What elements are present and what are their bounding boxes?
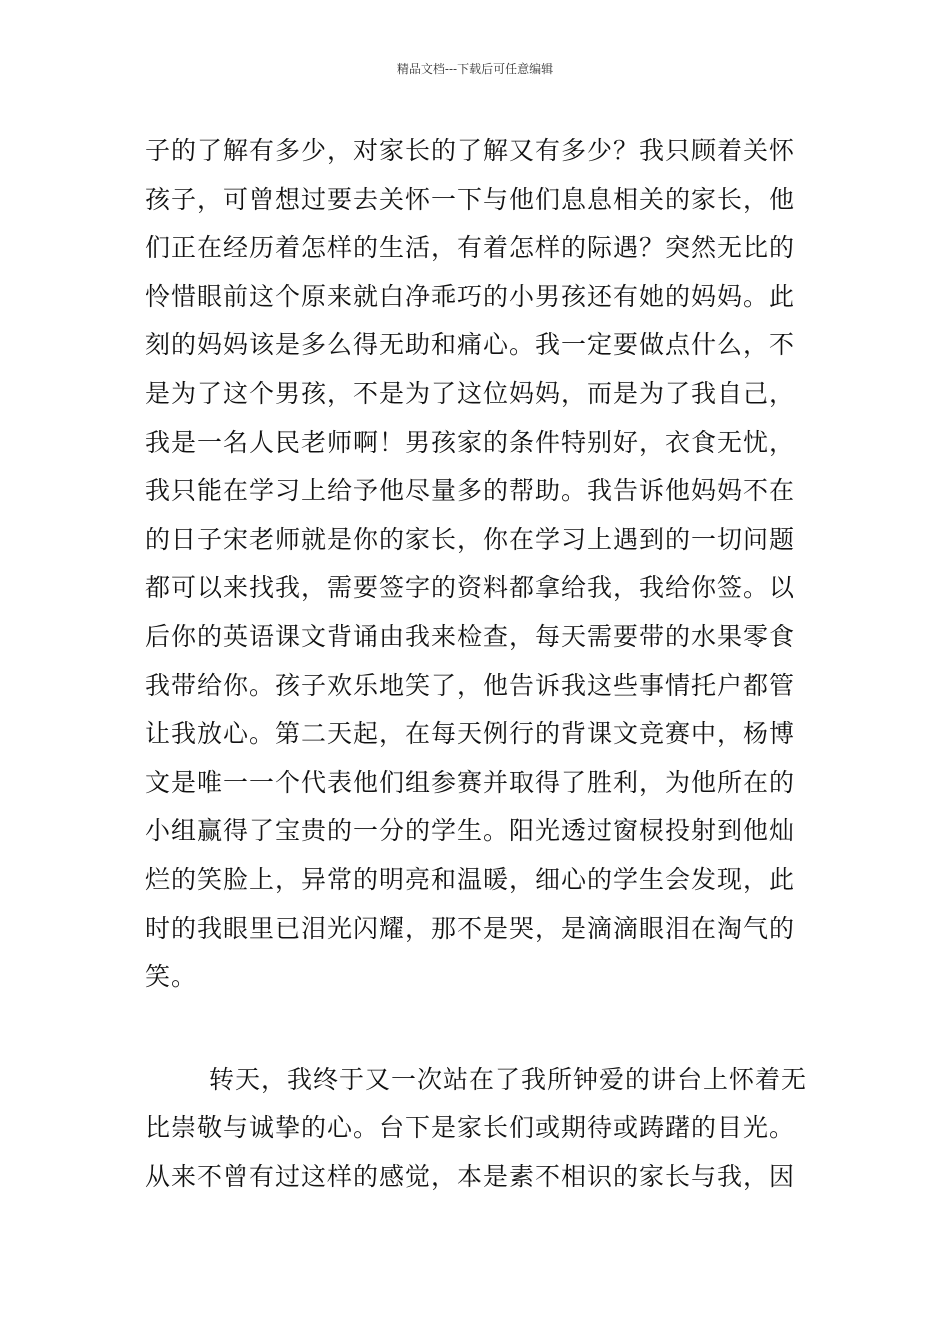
- paragraph-2: [145, 1056, 807, 1202]
- text-line: 的日子宋老师就是你的家长，你在学习上遇到的一切问题: [145, 524, 796, 554]
- text-line: 都可以来找我，需要签字的资料都拿给我，我给你签。以: [145, 573, 796, 603]
- document-body: [145, 127, 807, 1201]
- paragraph-gap: [145, 1002, 807, 1056]
- text-line: 后你的英语课文背诵由我来检查，每天需要带的水果零食: [145, 621, 796, 651]
- text-line: 我带给你。孩子欢乐地笑了，他告诉我这些事情托户都管: [145, 670, 796, 700]
- text-line: 小组赢得了宝贵的一分的学生。阳光透过窗棂投射到他灿: [145, 816, 796, 846]
- text-line: 笑。: [145, 962, 198, 992]
- text-line: 烂的笑脸上，异常的明亮和温暖，细心的学生会发现，此: [145, 864, 796, 894]
- text-line: 让我放心。第二天起，在每天例行的背课文竞赛中，杨博: [145, 719, 796, 749]
- page-header: 精品文档---下载后可任意编辑: [396, 62, 554, 76]
- text-line: 时的我眼里已泪光闪耀，那不是哭，是滴滴眼泪在淘气的: [145, 913, 796, 943]
- text-line: 从来不曾有过这样的感觉，本是素不相识的家长与我，因: [145, 1161, 796, 1191]
- text-line: 怜惜眼前这个原来就白净乖巧的小男孩还有她的妈妈。此: [145, 281, 796, 311]
- text-line: 我是一名人民老师啊！男孩家的条件特别好，衣食无忧，: [145, 427, 796, 457]
- text-line: 我只能在学习上给予他尽量多的帮助。我告诉他妈妈不在: [145, 476, 796, 506]
- text-line: 刻的妈妈该是多么得无助和痛心。我一定要做点什么，不: [145, 330, 796, 360]
- text-line: 转天，我终于又一次站在了我所钟爱的讲台上怀着无: [209, 1064, 808, 1094]
- text-line: 孩子，可曾想过要去关怀一下与他们息息相关的家长，他: [145, 184, 796, 214]
- text-line: 们正在经历着怎样的生活，有着怎样的际遇？突然无比的: [145, 233, 796, 263]
- text-line: 文是唯一一个代表他们组参赛并取得了胜利，为他所在的: [145, 767, 796, 797]
- paragraph-1: [145, 127, 807, 1002]
- text-line: 是为了这个男孩，不是为了这位妈妈，而是为了我自己，: [145, 378, 796, 408]
- text-line: 子的了解有多少，对家长的了解又有多少？我只顾着关怀: [145, 136, 796, 165]
- text-line: 比崇敬与诚挚的心。台下是家长们或期待或踌躇的目光。: [145, 1113, 796, 1143]
